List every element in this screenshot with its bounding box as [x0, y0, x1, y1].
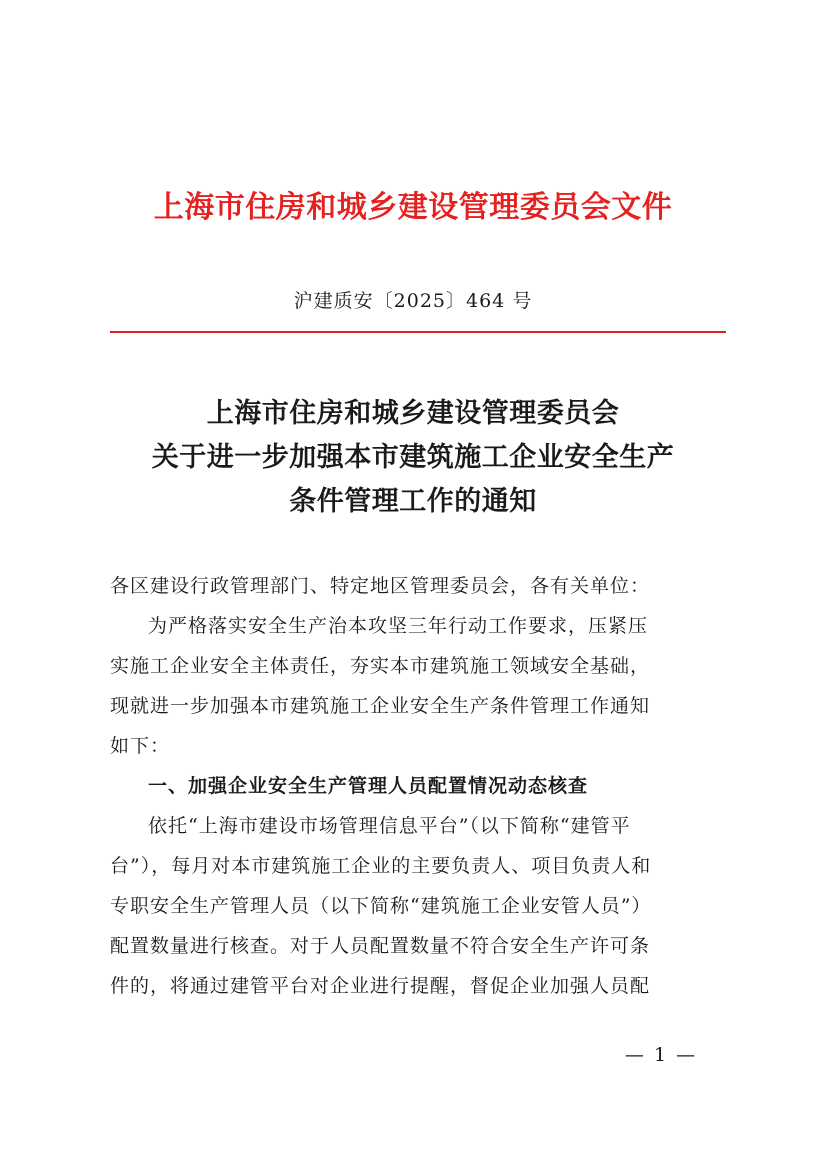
document-number: 沪建质安〔2025〕464 号: [293, 290, 533, 312]
section-1-line-3: 专职安全生产管理人员（以下简称“建筑施工企业安管人员”）: [110, 895, 652, 917]
title-line-2: 关于进一步加强本市建筑施工企业安全生产: [151, 442, 675, 473]
title-line-3: 条件管理工作的通知: [289, 486, 537, 517]
document-body: [110, 566, 726, 1006]
section-1-line-4: 配置数量进行核查。对于人员配置数量不符合安全生产许可条: [110, 935, 651, 957]
intro-line-2: 实施工企业安全主体责任，夯实本市建筑施工领域安全基础，: [110, 655, 651, 677]
intro-line-1: 为严格落实安全生产治本攻坚三年行动工作要求，压紧压: [148, 615, 649, 637]
document-title: [0, 392, 826, 524]
intro-line-4: 如下：: [110, 735, 171, 757]
section-1-line-1: 依托“上海市建设市场管理信息平台”（以下简称“建管平: [148, 815, 631, 837]
salutation: 各区建设行政管理部门、特定地区管理委员会，各有关单位：: [110, 575, 651, 597]
section-1-line-2: 台”），每月对本市建筑施工企业的主要负责人、项目负责人和: [110, 855, 652, 877]
page-number: — 1 —: [624, 1044, 698, 1066]
intro-line-3: 现就进一步加强本市建筑施工企业安全生产条件管理工作通知: [110, 695, 651, 717]
title-line-1: 上海市住房和城乡建设管理委员会: [206, 398, 620, 429]
issuer-title: 上海市住房和城乡建设管理委员会文件: [153, 190, 673, 225]
section-1-heading: 一、加强企业安全生产管理人员配置情况动态核查: [148, 775, 589, 797]
red-divider-line: [110, 331, 726, 333]
section-1-line-5: 件的，将通过建管平台对企业进行提醒，督促企业加强人员配: [110, 975, 651, 997]
